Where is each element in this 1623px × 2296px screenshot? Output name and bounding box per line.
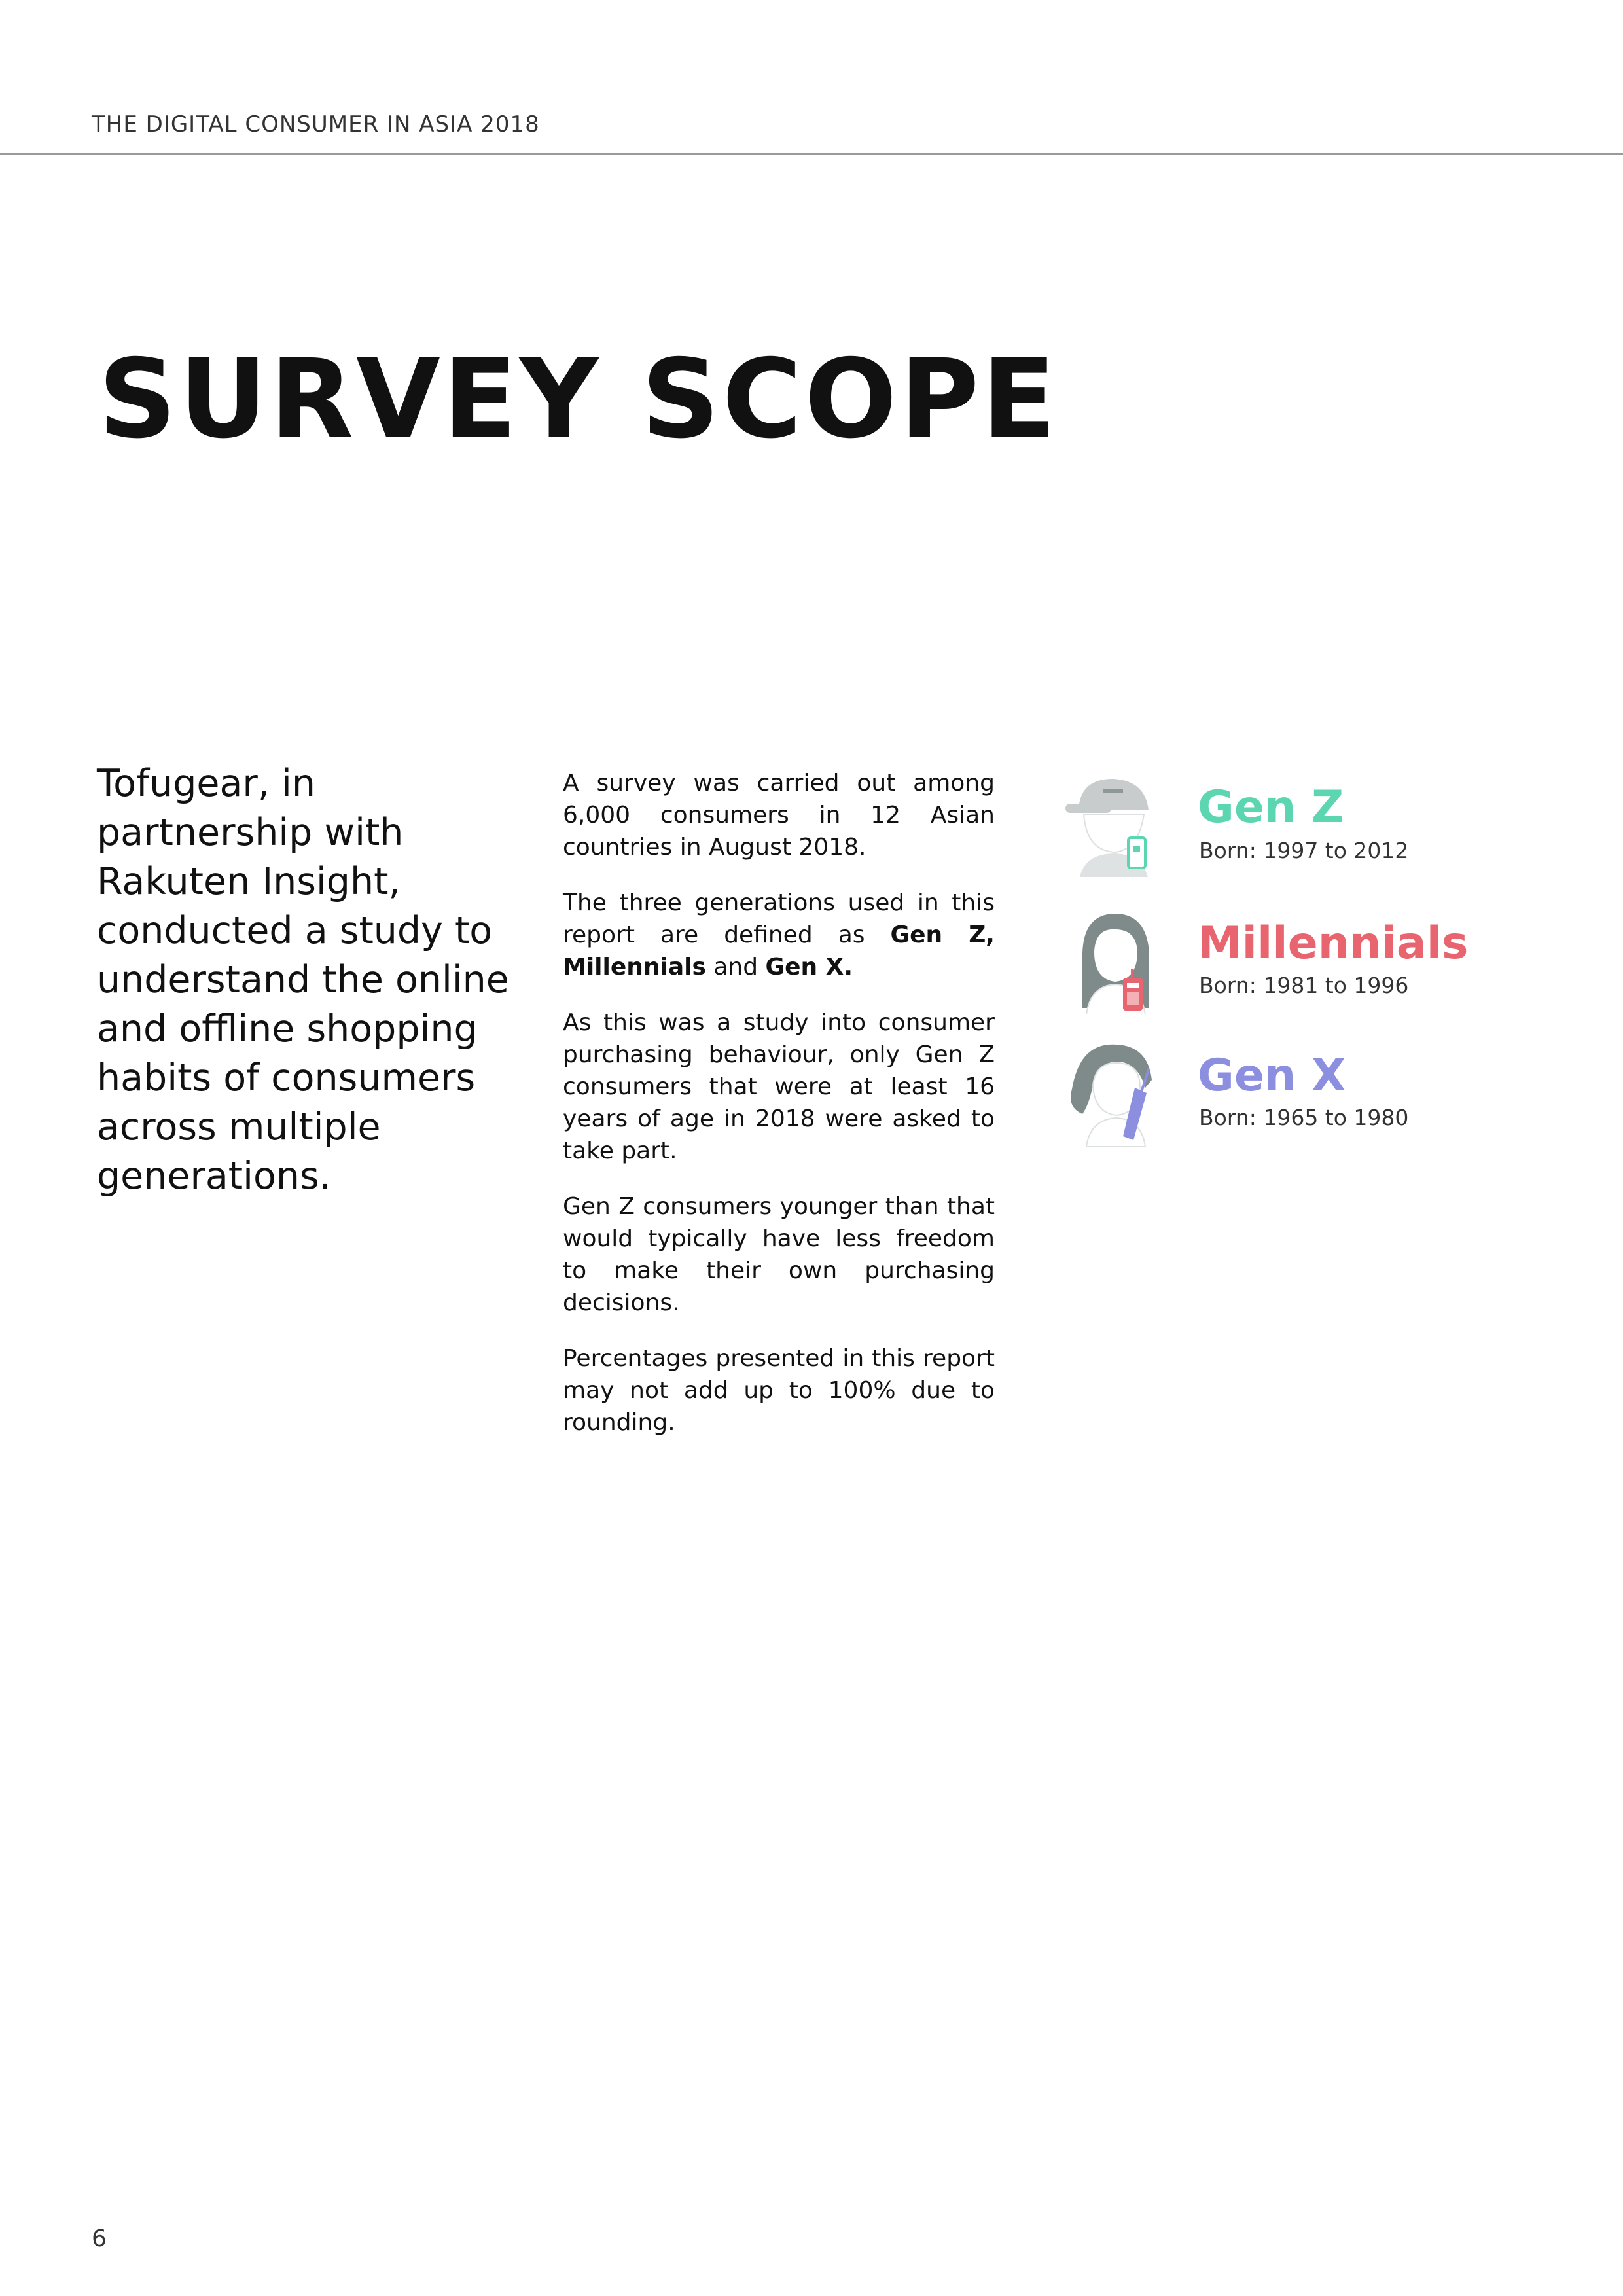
running-header: THE DIGITAL CONSUMER IN ASIA 2018	[92, 111, 540, 137]
generation-gen-z	[1060, 772, 1584, 877]
survey-paragraph-3: As this was a study into consumer purchasing behaviour, only Gen Z consumers that were at least 16 years of age in 2018 were asked to take part.	[563, 1009, 995, 1164]
gen-z-born-range: Born: 1997 to 2012	[1199, 838, 1409, 863]
survey-paragraph-4: Gen Z consumers younger than that would typically have less freedom to make their own purchasing decisions.	[563, 1193, 995, 1316]
millennial-avatar-icon	[1060, 910, 1158, 1014]
intro-paragraph: Tofugear, in partnership with Rakuten Insight, conducted a study to understand the online and offline shopping habits of consumers across multiple generations.	[97, 762, 509, 1198]
gen-x-label: Gen X	[1198, 1050, 1346, 1102]
survey-paragraph-2: The three generations used in this report are defined as Gen Z, Millennials and Gen X.	[563, 889, 995, 980]
survey-description	[563, 767, 995, 1462]
millennials-label: Millennials	[1198, 918, 1469, 969]
generation-millennials	[1060, 910, 1584, 1014]
gen-x-born-range: Born: 1965 to 1980	[1199, 1105, 1409, 1130]
page-number: 6	[92, 2225, 107, 2252]
survey-paragraph-1: A survey was carried out among 6,000 consumers in 12 Asian countries in August 2018.	[563, 770, 995, 861]
generation-gen-x	[1060, 1042, 1584, 1147]
gen-z-avatar-icon	[1060, 772, 1158, 877]
gen-z-label: Gen Z	[1198, 781, 1344, 833]
header-divider	[0, 153, 1623, 155]
survey-paragraph-5: Percentages presented in this report may not add up to 100% due to rounding.	[563, 1345, 995, 1436]
page-title: SURVEY SCOPE	[98, 336, 1059, 463]
gen-x-avatar-icon	[1060, 1042, 1158, 1147]
millennials-born-range: Born: 1981 to 1996	[1199, 973, 1409, 998]
